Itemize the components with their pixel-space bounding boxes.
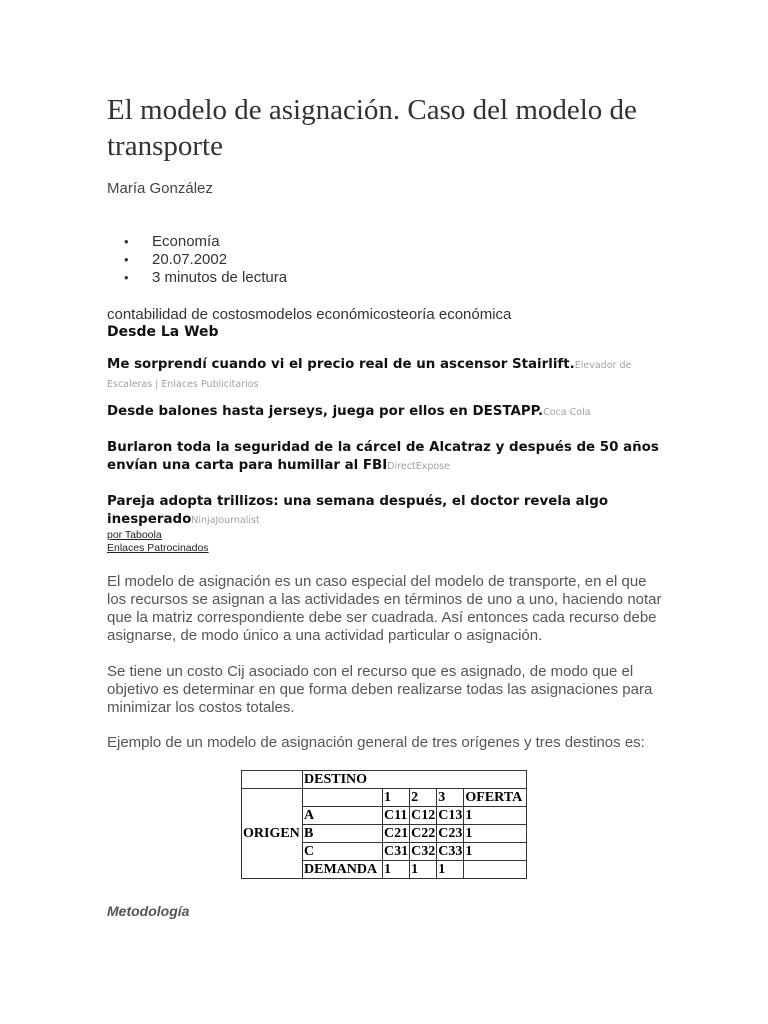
table-row-label: DEMANDA bbox=[303, 861, 383, 879]
sponsored-source: NinjaJournalist bbox=[191, 515, 260, 526]
table-cell: 1 bbox=[464, 825, 527, 843]
table-cell bbox=[464, 861, 527, 879]
sponsored-headline[interactable]: Desde balones hasta jerseys, juega por ellos en DESTAPP. bbox=[107, 404, 544, 419]
assignment-table bbox=[241, 770, 527, 879]
table-row-label: C bbox=[303, 843, 383, 861]
sponsored-headline[interactable]: Me sorprendí cuando vi el precio real de un ascensor Stairlift. bbox=[107, 357, 575, 372]
taboola-link[interactable]: por Taboola bbox=[107, 529, 162, 541]
table-row bbox=[242, 789, 527, 807]
table-cell: C13 bbox=[438, 808, 463, 823]
table-cell: C33 bbox=[438, 844, 463, 859]
article-tags[interactable]: contabilidad de costosmodelos económicosteoría económica bbox=[107, 306, 512, 323]
table-row bbox=[242, 771, 527, 789]
table-cell: C23 bbox=[438, 826, 463, 841]
table-col-header: 1 bbox=[383, 789, 410, 807]
sponsored-item[interactable] bbox=[107, 439, 667, 476]
table-cell: 1 bbox=[464, 807, 527, 825]
table-cell: C21 bbox=[384, 826, 409, 841]
sponsored-links-label[interactable]: Enlaces Patrocinados bbox=[107, 542, 209, 554]
table-header-destino: DESTINO bbox=[303, 771, 527, 789]
table-cell: C11 bbox=[383, 807, 410, 825]
table-row-label: B bbox=[303, 825, 383, 843]
table-cell: C12 bbox=[411, 808, 436, 823]
body-paragraph: Ejemplo de un modelo de asignación general de tres orígenes y tres destinos es: bbox=[107, 734, 645, 751]
section-heading: Metodología bbox=[107, 903, 190, 919]
sponsored-heading: Desde La Web bbox=[107, 324, 219, 340]
sponsored-source: Coca Cola bbox=[543, 407, 591, 418]
table-header-origen: ORIGEN bbox=[242, 789, 303, 879]
table-cell: 1 bbox=[410, 861, 437, 879]
table-cell: C32 bbox=[411, 844, 436, 859]
article-meta-list bbox=[107, 233, 287, 287]
table-col-header: OFERTA bbox=[464, 789, 527, 807]
article-title: El modelo de asignación. Caso del modelo de transporte bbox=[107, 94, 637, 162]
meta-reading-time: • 3 minutos de lectura bbox=[107, 269, 287, 287]
sponsored-item[interactable] bbox=[107, 493, 667, 530]
table-row-label: A bbox=[303, 807, 383, 825]
meta-category[interactable]: • Economía bbox=[107, 233, 287, 251]
table-col-header: 3 bbox=[437, 789, 464, 807]
sponsored-source: Elevador de Escaleras | Enlaces Publicitarios bbox=[107, 360, 632, 390]
sponsored-headline[interactable]: Pareja adopta trillizos: una semana después, el doctor revela algo inesperado bbox=[107, 494, 609, 527]
table-cell-empty bbox=[303, 789, 383, 807]
table-cell: 1 bbox=[437, 861, 464, 879]
table-cell: C22 bbox=[411, 826, 436, 841]
body-paragraph: El modelo de asignación es un caso especial del modelo de transporte, en el que los recursos se asignan a las actividades en términos de uno a uno, haciendo notar que la matriz correspondiente debe ser cuadrada. Así entonces cada recurso debe asignarse, de modo único a una actividad particular o asignación. bbox=[107, 573, 662, 644]
table-cell: 1 bbox=[383, 861, 410, 879]
table-cell: C31 bbox=[384, 844, 409, 859]
meta-date: • 20.07.2002 bbox=[107, 251, 287, 269]
sponsored-item[interactable] bbox=[107, 356, 667, 394]
table-cell: 1 bbox=[464, 843, 527, 861]
body-paragraph: Se tiene un costo Cij asociado con el recurso que es asignado, de modo que el objetivo es determinar en que forma deben realizarse todas las asignaciones para minimizar los costos totales. bbox=[107, 663, 653, 716]
table-col-header: 2 bbox=[410, 789, 437, 807]
sponsored-item[interactable] bbox=[107, 403, 667, 422]
sponsored-headline[interactable]: Burlaron toda la seguridad de la cárcel de Alcatraz y después de 50 años envían una carta para humillar al FBI bbox=[107, 440, 659, 473]
sponsored-source: DirectExpose bbox=[387, 461, 450, 472]
table-cell-empty bbox=[242, 771, 303, 789]
author-name[interactable]: María González bbox=[107, 180, 213, 197]
